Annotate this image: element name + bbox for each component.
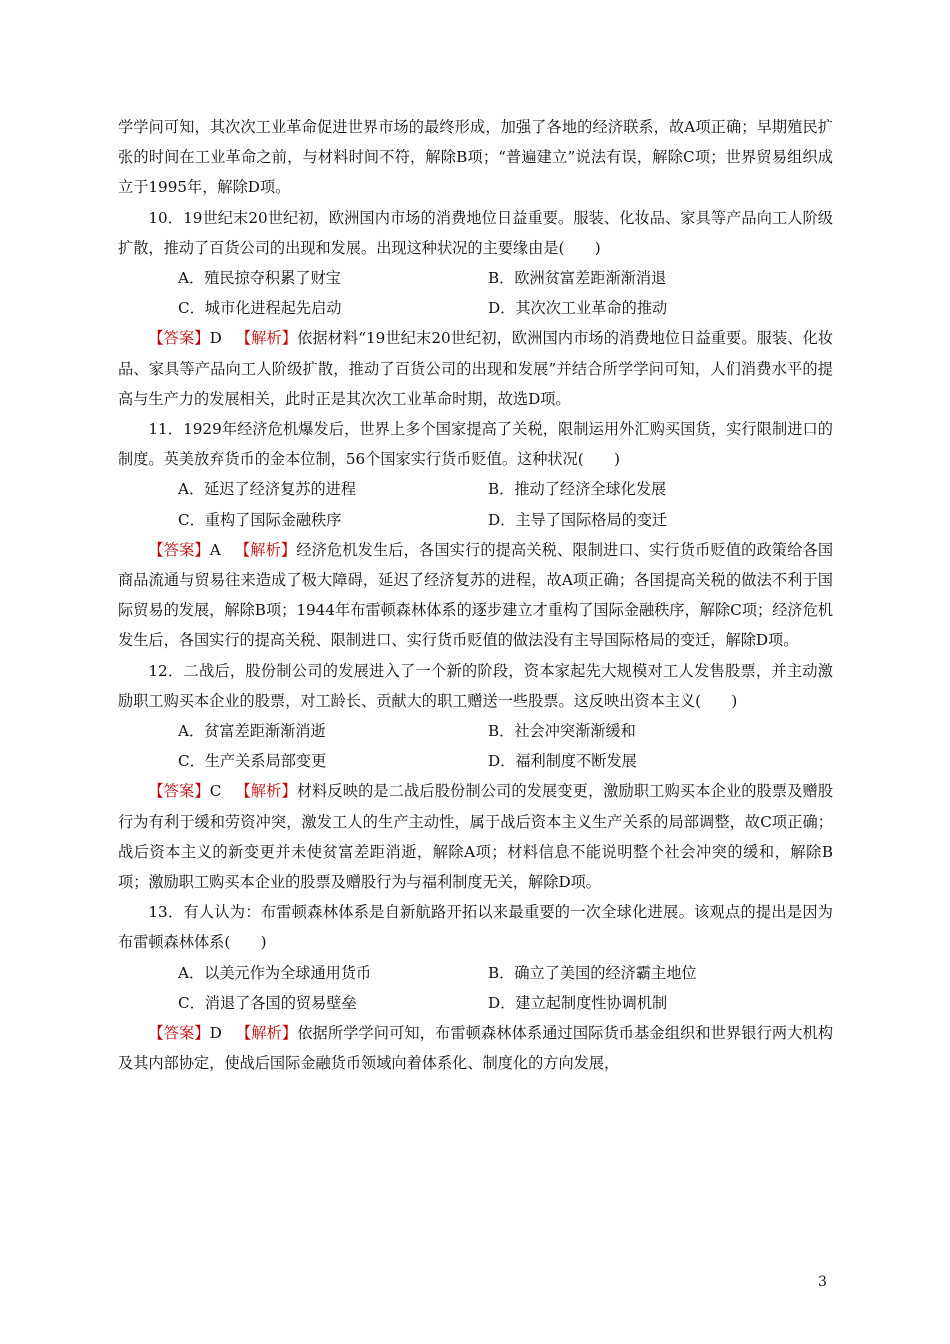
answer-letter: A	[209, 540, 221, 559]
options-row	[118, 474, 833, 504]
analysis-tag: 【解析】	[235, 782, 297, 801]
options-row	[118, 988, 833, 1018]
option-a: A．殖民掠夺积累了财宝	[178, 269, 341, 288]
options-row	[118, 746, 833, 776]
analysis-text: 经济危机发生后，各国实行的提高关税、限制进口、实行货币贬值的政策给各国商品流通与贸易往来造成了极大障碍，延迟了经济复苏的进程，故A项正确；各国提高关税的做法不利于国际贸易的发展，解除B项；1944年布雷顿森林体系的逐步建立才重构了国际金融秩序，解除C项；经济危机发生后，各国实行的提高关税、限制进口、实行货币贬值的做法没有主导国际格局的变迁，解除D项。	[118, 540, 834, 650]
question-stem-10: 10．19世纪末20世纪初，欧洲国内市场的消费地位日益重要。服装、化妆品、家具等产品向工人阶级扩散，推动了百货公司的出现和发展。出现这种状况的主要缘由是( )	[118, 208, 833, 257]
option-d: D．建立起制度性协调机制	[488, 993, 668, 1012]
options-row	[118, 263, 833, 293]
option-a: A．贫富差距渐渐消逝	[178, 722, 326, 741]
option-d: D．福利制度不断发展	[488, 752, 637, 771]
option-b: B．社会冲突渐渐缓和	[488, 722, 636, 741]
analysis-text: 材料反映的是二战后股份制公司的发展变更，激励职工购买本企业的股票及赠股行为有利于缓和劳资冲突，激发工人的生产主动性，属于战后资本主义生产关系的局部调整，故C项正确；战后资本主义的新变更并未使贫富差距消逝，解除A项；材料信息不能说明整个社会冲突的缓和，解除B项；激励职工购买本企业的股票及赠股行为与福利制度无关，解除D项。	[118, 782, 834, 892]
page-number: 3	[818, 1274, 827, 1290]
question-stem-11: 11．1929年经济危机爆发后，世界上多个国家提高了关税，限制运用外汇购买国货，实行限制进口的制度。英美放弃货币的金本位制，56个国家实行货币贬值。这种状况( )	[118, 420, 833, 469]
answer-tag: 【答案】	[148, 540, 210, 559]
answer-paragraph-13	[118, 1018, 833, 1078]
option-c: C．重构了国际金融秩序	[178, 510, 342, 529]
answer-letter: D	[209, 329, 222, 348]
answer-tag: 【答案】	[148, 782, 210, 801]
answer-paragraph-11	[118, 535, 833, 656]
analysis-tag: 【解析】	[234, 540, 297, 559]
analysis-tag: 【解析】	[235, 329, 298, 348]
option-d: D．主导了国际格局的变迁	[488, 510, 668, 529]
answer-letter: C	[209, 782, 222, 801]
option-b: B．确立了美国的经济霸主地位	[488, 963, 697, 982]
options-row	[118, 958, 833, 988]
answer-paragraph-10	[118, 323, 833, 414]
option-a: A．延迟了经济复苏的进程	[178, 480, 357, 499]
options-row	[118, 716, 833, 746]
option-c: C．城市化进程起先启动	[178, 299, 342, 318]
question-stem-13: 13．有人认为：布雷顿森林体系是自新航路开拓以来最重要的一次全球化进展。该观点的提出是因为布雷顿森林体系( )	[118, 903, 833, 952]
answer-paragraph-12	[118, 776, 833, 897]
option-c: C．消退了各国的贸易壁垒	[178, 993, 357, 1012]
option-b: B．推动了经济全球化发展	[488, 480, 667, 499]
option-c: C．生产关系局部变更	[178, 752, 327, 771]
options-row	[118, 505, 833, 535]
answer-tag: 【答案】	[148, 1024, 210, 1043]
question-stem-12: 12．二战后，股份制公司的发展进入了一个新的阶段，资本家起先大规模对工人发售股票，并主动激励职工购买本企业的股票，对工龄长、贡献大的职工赠送一些股票。这反映出资本主义( )	[118, 661, 833, 710]
answer-tag: 【答案】	[148, 329, 210, 348]
options-row	[118, 293, 833, 323]
option-d: D．其次次工业革命的推动	[488, 299, 668, 318]
analysis-tag: 【解析】	[235, 1024, 298, 1043]
option-a: A．以美元作为全球通用货币	[178, 963, 372, 982]
answer-letter: D	[209, 1024, 222, 1043]
option-b: B．欧洲贫富差距渐渐消退	[488, 269, 667, 288]
intro-paragraph: 学学问可知，其次次工业革命促进世界市场的最终形成，加强了各地的经济联系，故A项正确；早期殖民扩张的时间在工业革命之前，与材料时间不符，解除B项；“普遍建立”说法有误，解除C项；世界贸易组织成立于1995年，解除D项。	[118, 118, 833, 197]
analysis-text: 依据所学学问可知，布雷顿森林体系通过国际货币基金组织和世界银行两大机构及其内部协定，使战后国际金融货币领域向着体系化、制度化的方向发展，	[118, 1024, 834, 1073]
analysis-text: 依据材料“19世纪末20世纪初，欧洲国内市场的消费地位日益重要。服装、化妆品、家具等产品向工人阶级扩散，推动了百货公司的出现和发展”并结合所学学问可知，人们消费水平的提高与生产力的发展相关，此时正是其次次工业革命时期，故选D项。	[118, 329, 834, 408]
page-content	[118, 112, 833, 1079]
